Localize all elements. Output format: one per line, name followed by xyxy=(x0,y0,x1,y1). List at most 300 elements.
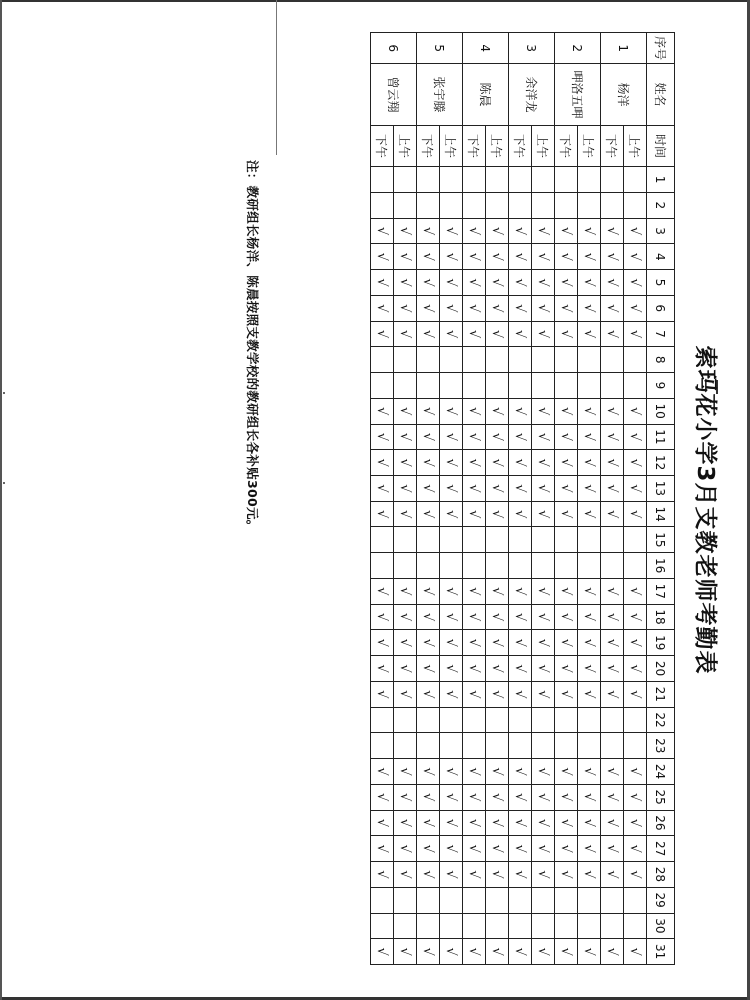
attendance-empty xyxy=(394,167,417,193)
attendance-check: √ xyxy=(601,784,624,810)
attendance-check: √ xyxy=(417,939,440,965)
attendance-empty xyxy=(371,192,394,218)
attendance-check: √ xyxy=(371,424,394,450)
attendance-check: √ xyxy=(486,270,509,296)
attendance-empty xyxy=(555,707,578,733)
attendance-check: √ xyxy=(578,321,601,347)
attendance-check: √ xyxy=(394,578,417,604)
table-row xyxy=(578,33,601,965)
attendance-check: √ xyxy=(532,578,555,604)
attendance-check: √ xyxy=(486,424,509,450)
attendance-check: √ xyxy=(417,862,440,888)
attendance-check: √ xyxy=(578,836,601,862)
attendance-empty xyxy=(371,913,394,939)
attendance-empty xyxy=(532,887,555,913)
attendance-empty xyxy=(601,373,624,399)
attendance-check: √ xyxy=(371,784,394,810)
session-label: 下午 xyxy=(509,125,532,166)
attendance-check: √ xyxy=(486,604,509,630)
attendance-check: √ xyxy=(578,218,601,244)
header-day-15: 15 xyxy=(647,527,675,553)
teacher-name: 杨洋 xyxy=(601,64,647,126)
header-no: 序号 xyxy=(647,33,675,64)
attendance-empty xyxy=(394,347,417,373)
attendance-check: √ xyxy=(394,604,417,630)
attendance-empty xyxy=(417,192,440,218)
attendance-check: √ xyxy=(624,578,647,604)
table-row xyxy=(394,33,417,965)
attendance-empty xyxy=(371,733,394,759)
attendance-check: √ xyxy=(440,810,463,836)
attendance-check: √ xyxy=(371,862,394,888)
session-label: 上午 xyxy=(532,125,555,166)
attendance-empty xyxy=(394,707,417,733)
teacher-name: 余洋龙 xyxy=(509,64,555,126)
attendance-check: √ xyxy=(394,501,417,527)
attendance-empty xyxy=(440,707,463,733)
attendance-check: √ xyxy=(394,862,417,888)
attendance-check: √ xyxy=(486,450,509,476)
attendance-empty xyxy=(578,192,601,218)
session-label: 上午 xyxy=(578,125,601,166)
attendance-check: √ xyxy=(371,836,394,862)
attendance-empty xyxy=(532,347,555,373)
attendance-empty xyxy=(417,527,440,553)
attendance-check: √ xyxy=(532,630,555,656)
attendance-check: √ xyxy=(463,295,486,321)
attendance-check: √ xyxy=(555,244,578,270)
attendance-check: √ xyxy=(440,295,463,321)
header-day-27: 27 xyxy=(647,836,675,862)
attendance-check: √ xyxy=(532,656,555,682)
attendance-check: √ xyxy=(509,398,532,424)
attendance-check: √ xyxy=(486,681,509,707)
attendance-check: √ xyxy=(440,681,463,707)
attendance-check: √ xyxy=(624,759,647,785)
attendance-check: √ xyxy=(371,759,394,785)
attendance-check: √ xyxy=(555,604,578,630)
attendance-empty xyxy=(463,553,486,579)
attendance-empty xyxy=(371,527,394,553)
attendance-check: √ xyxy=(371,681,394,707)
attendance-check: √ xyxy=(394,784,417,810)
header-day-5: 5 xyxy=(647,270,675,296)
attendance-check: √ xyxy=(417,218,440,244)
header-day-3: 3 xyxy=(647,218,675,244)
attendance-check: √ xyxy=(578,759,601,785)
attendance-check: √ xyxy=(394,321,417,347)
attendance-check: √ xyxy=(509,244,532,270)
attendance-check: √ xyxy=(417,630,440,656)
attendance-empty xyxy=(417,707,440,733)
header-day-25: 25 xyxy=(647,784,675,810)
header-day-13: 13 xyxy=(647,476,675,502)
attendance-empty xyxy=(555,553,578,579)
document-title: 索玛花小学3月支教老师考勤表 xyxy=(692,345,718,675)
attendance-check: √ xyxy=(394,656,417,682)
attendance-check: √ xyxy=(371,604,394,630)
attendance-empty xyxy=(394,733,417,759)
attendance-check: √ xyxy=(601,939,624,965)
attendance-empty xyxy=(509,913,532,939)
attendance-check: √ xyxy=(440,759,463,785)
attendance-empty xyxy=(578,527,601,553)
attendance-check: √ xyxy=(601,656,624,682)
attendance-check: √ xyxy=(509,321,532,347)
attendance-check: √ xyxy=(532,244,555,270)
attendance-check: √ xyxy=(624,321,647,347)
attendance-empty xyxy=(463,527,486,553)
attendance-empty xyxy=(486,373,509,399)
attendance-check: √ xyxy=(532,604,555,630)
attendance-empty xyxy=(578,887,601,913)
table-row xyxy=(509,33,532,965)
header-day-21: 21 xyxy=(647,681,675,707)
attendance-check: √ xyxy=(578,656,601,682)
attendance-check: √ xyxy=(486,939,509,965)
table-row xyxy=(555,33,578,965)
attendance-check: √ xyxy=(440,862,463,888)
attendance-check: √ xyxy=(463,836,486,862)
teacher-name: 曾云翔 xyxy=(371,64,417,126)
attendance-empty xyxy=(555,527,578,553)
attendance-check: √ xyxy=(394,476,417,502)
attendance-empty xyxy=(417,913,440,939)
attendance-empty xyxy=(486,167,509,193)
attendance-check: √ xyxy=(440,424,463,450)
attendance-check: √ xyxy=(555,939,578,965)
header-day-16: 16 xyxy=(647,553,675,579)
attendance-check: √ xyxy=(417,656,440,682)
attendance-empty xyxy=(417,167,440,193)
attendance-empty xyxy=(601,707,624,733)
attendance-empty xyxy=(509,347,532,373)
attendance-check: √ xyxy=(578,578,601,604)
attendance-empty xyxy=(532,913,555,939)
attendance-check: √ xyxy=(417,424,440,450)
attendance-empty xyxy=(394,527,417,553)
attendance-check: √ xyxy=(371,939,394,965)
attendance-empty xyxy=(624,373,647,399)
attendance-check: √ xyxy=(440,321,463,347)
attendance-check: √ xyxy=(417,604,440,630)
teacher-no: 2 xyxy=(555,33,601,64)
attendance-check: √ xyxy=(371,244,394,270)
attendance-check: √ xyxy=(532,321,555,347)
attendance-empty xyxy=(532,192,555,218)
attendance-check: √ xyxy=(486,759,509,785)
attendance-check: √ xyxy=(509,656,532,682)
attendance-check: √ xyxy=(509,218,532,244)
attendance-empty xyxy=(601,553,624,579)
attendance-empty xyxy=(463,887,486,913)
session-label: 下午 xyxy=(371,125,394,166)
attendance-check: √ xyxy=(440,939,463,965)
attendance-check: √ xyxy=(601,450,624,476)
attendance-empty xyxy=(440,527,463,553)
attendance-check: √ xyxy=(555,424,578,450)
attendance-check: √ xyxy=(417,270,440,296)
attendance-empty xyxy=(555,733,578,759)
attendance-check: √ xyxy=(578,450,601,476)
table-row xyxy=(417,33,440,965)
session-label: 下午 xyxy=(601,125,624,166)
attendance-check: √ xyxy=(532,398,555,424)
attendance-check: √ xyxy=(417,244,440,270)
attendance-check: √ xyxy=(463,398,486,424)
attendance-check: √ xyxy=(532,836,555,862)
attendance-empty xyxy=(463,167,486,193)
attendance-check: √ xyxy=(532,862,555,888)
teacher-no: 6 xyxy=(371,33,417,64)
table-row xyxy=(624,33,647,965)
attendance-check: √ xyxy=(440,270,463,296)
attendance-check: √ xyxy=(624,501,647,527)
attendance-empty xyxy=(601,733,624,759)
attendance-empty xyxy=(417,553,440,579)
attendance-empty xyxy=(394,887,417,913)
header-name: 姓名 xyxy=(647,64,675,126)
attendance-check: √ xyxy=(578,270,601,296)
attendance-check: √ xyxy=(463,630,486,656)
attendance-check: √ xyxy=(371,295,394,321)
header-day-7: 7 xyxy=(647,321,675,347)
attendance-empty xyxy=(624,553,647,579)
table-row xyxy=(532,33,555,965)
attendance-check: √ xyxy=(555,295,578,321)
attendance-check: √ xyxy=(371,656,394,682)
attendance-check: √ xyxy=(486,578,509,604)
attendance-check: √ xyxy=(509,836,532,862)
attendance-empty xyxy=(394,913,417,939)
attendance-empty xyxy=(440,373,463,399)
attendance-check: √ xyxy=(578,630,601,656)
attendance-check: √ xyxy=(463,656,486,682)
attendance-check: √ xyxy=(394,759,417,785)
header-day-31: 31 xyxy=(647,939,675,965)
attendance-check: √ xyxy=(532,424,555,450)
attendance-check: √ xyxy=(440,218,463,244)
attendance-empty xyxy=(509,192,532,218)
header-day-20: 20 xyxy=(647,656,675,682)
attendance-empty xyxy=(371,167,394,193)
attendance-empty xyxy=(463,347,486,373)
attendance-empty xyxy=(417,733,440,759)
attendance-empty xyxy=(371,707,394,733)
attendance-check: √ xyxy=(624,939,647,965)
attendance-empty xyxy=(440,553,463,579)
attendance-check: √ xyxy=(555,501,578,527)
attendance-check: √ xyxy=(371,578,394,604)
session-label: 上午 xyxy=(440,125,463,166)
attendance-check: √ xyxy=(463,476,486,502)
attendance-empty xyxy=(463,707,486,733)
attendance-check: √ xyxy=(486,862,509,888)
attendance-check: √ xyxy=(371,810,394,836)
attendance-check: √ xyxy=(463,321,486,347)
attendance-check: √ xyxy=(624,424,647,450)
attendance-empty xyxy=(532,733,555,759)
attendance-check: √ xyxy=(463,450,486,476)
attendance-empty xyxy=(578,373,601,399)
attendance-check: √ xyxy=(371,218,394,244)
attendance-check: √ xyxy=(601,321,624,347)
attendance-check: √ xyxy=(555,218,578,244)
attendance-check: √ xyxy=(555,656,578,682)
attendance-check: √ xyxy=(371,270,394,296)
attendance-check: √ xyxy=(624,244,647,270)
attendance-empty xyxy=(486,347,509,373)
attendance-empty xyxy=(601,192,624,218)
header-day-1: 1 xyxy=(647,167,675,193)
attendance-check: √ xyxy=(440,476,463,502)
attendance-check: √ xyxy=(578,476,601,502)
attendance-check: √ xyxy=(463,810,486,836)
attendance-check: √ xyxy=(440,578,463,604)
attendance-check: √ xyxy=(578,604,601,630)
attendance-check: √ xyxy=(394,630,417,656)
attendance-empty xyxy=(578,167,601,193)
attendance-empty xyxy=(486,733,509,759)
attendance-check: √ xyxy=(555,862,578,888)
header-day-14: 14 xyxy=(647,501,675,527)
attendance-check: √ xyxy=(509,501,532,527)
attendance-check: √ xyxy=(555,759,578,785)
header-day-11: 11 xyxy=(647,424,675,450)
attendance-check: √ xyxy=(440,836,463,862)
table-row xyxy=(440,33,463,965)
header-day-17: 17 xyxy=(647,578,675,604)
attendance-check: √ xyxy=(601,270,624,296)
attendance-empty xyxy=(463,192,486,218)
attendance-check: √ xyxy=(509,759,532,785)
attendance-empty xyxy=(601,527,624,553)
attendance-check: √ xyxy=(578,398,601,424)
attendance-empty xyxy=(624,192,647,218)
attendance-empty xyxy=(601,913,624,939)
teacher-no: 4 xyxy=(463,33,509,64)
header-day-26: 26 xyxy=(647,810,675,836)
attendance-empty xyxy=(555,347,578,373)
attendance-check: √ xyxy=(555,810,578,836)
attendance-check: √ xyxy=(555,836,578,862)
attendance-check: √ xyxy=(601,295,624,321)
attendance-check: √ xyxy=(417,476,440,502)
header-day-19: 19 xyxy=(647,630,675,656)
attendance-check: √ xyxy=(555,578,578,604)
header-day-9: 9 xyxy=(647,373,675,399)
attendance-check: √ xyxy=(578,501,601,527)
attendance-check: √ xyxy=(394,295,417,321)
attendance-empty xyxy=(463,733,486,759)
attendance-check: √ xyxy=(486,218,509,244)
attendance-check: √ xyxy=(463,604,486,630)
attendance-check: √ xyxy=(555,398,578,424)
attendance-check: √ xyxy=(463,759,486,785)
attendance-check: √ xyxy=(601,501,624,527)
attendance-empty xyxy=(601,167,624,193)
attendance-empty xyxy=(578,733,601,759)
attendance-check: √ xyxy=(486,656,509,682)
header-day-28: 28 xyxy=(647,862,675,888)
attendance-check: √ xyxy=(463,218,486,244)
attendance-empty xyxy=(371,887,394,913)
table-row xyxy=(601,33,624,965)
attendance-empty xyxy=(624,167,647,193)
session-label: 上午 xyxy=(624,125,647,166)
attendance-empty xyxy=(555,913,578,939)
header-day-18: 18 xyxy=(647,604,675,630)
attendance-empty xyxy=(624,887,647,913)
attendance-check: √ xyxy=(440,450,463,476)
attendance-empty xyxy=(486,527,509,553)
attendance-check: √ xyxy=(463,270,486,296)
attendance-check: √ xyxy=(463,578,486,604)
attendance-check: √ xyxy=(509,295,532,321)
attendance-check: √ xyxy=(624,836,647,862)
attendance-empty xyxy=(417,373,440,399)
attendance-check: √ xyxy=(417,295,440,321)
attendance-check: √ xyxy=(417,810,440,836)
attendance-check: √ xyxy=(532,450,555,476)
attendance-empty xyxy=(509,887,532,913)
attendance-empty xyxy=(440,167,463,193)
attendance-check: √ xyxy=(509,424,532,450)
attendance-check: √ xyxy=(578,939,601,965)
attendance-empty xyxy=(509,553,532,579)
attendance-check: √ xyxy=(532,939,555,965)
attendance-check: √ xyxy=(486,784,509,810)
attendance-empty xyxy=(624,527,647,553)
attendance-check: √ xyxy=(417,784,440,810)
attendance-check: √ xyxy=(601,218,624,244)
attendance-check: √ xyxy=(417,321,440,347)
attendance-empty xyxy=(486,553,509,579)
attendance-check: √ xyxy=(555,450,578,476)
attendance-check: √ xyxy=(578,424,601,450)
attendance-empty xyxy=(532,167,555,193)
attendance-check: √ xyxy=(624,656,647,682)
attendance-check: √ xyxy=(486,295,509,321)
attendance-check: √ xyxy=(601,244,624,270)
teacher-name: 陈晨 xyxy=(463,64,509,126)
attendance-empty xyxy=(509,167,532,193)
teacher-no: 5 xyxy=(417,33,463,64)
attendance-empty xyxy=(578,347,601,373)
header-day-8: 8 xyxy=(647,347,675,373)
attendance-check: √ xyxy=(601,836,624,862)
header-day-22: 22 xyxy=(647,707,675,733)
attendance-check: √ xyxy=(509,681,532,707)
attendance-check: √ xyxy=(463,862,486,888)
attendance-check: √ xyxy=(578,681,601,707)
attendance-table xyxy=(370,32,675,965)
attendance-check: √ xyxy=(463,784,486,810)
attendance-check: √ xyxy=(532,784,555,810)
attendance-empty xyxy=(394,373,417,399)
attendance-check: √ xyxy=(601,424,624,450)
attendance-empty xyxy=(555,887,578,913)
attendance-empty xyxy=(624,347,647,373)
attendance-empty xyxy=(509,733,532,759)
header-day-6: 6 xyxy=(647,295,675,321)
attendance-empty xyxy=(417,347,440,373)
attendance-check: √ xyxy=(486,836,509,862)
attendance-check: √ xyxy=(486,244,509,270)
attendance-check: √ xyxy=(601,578,624,604)
attendance-check: √ xyxy=(417,681,440,707)
header-day-4: 4 xyxy=(647,244,675,270)
